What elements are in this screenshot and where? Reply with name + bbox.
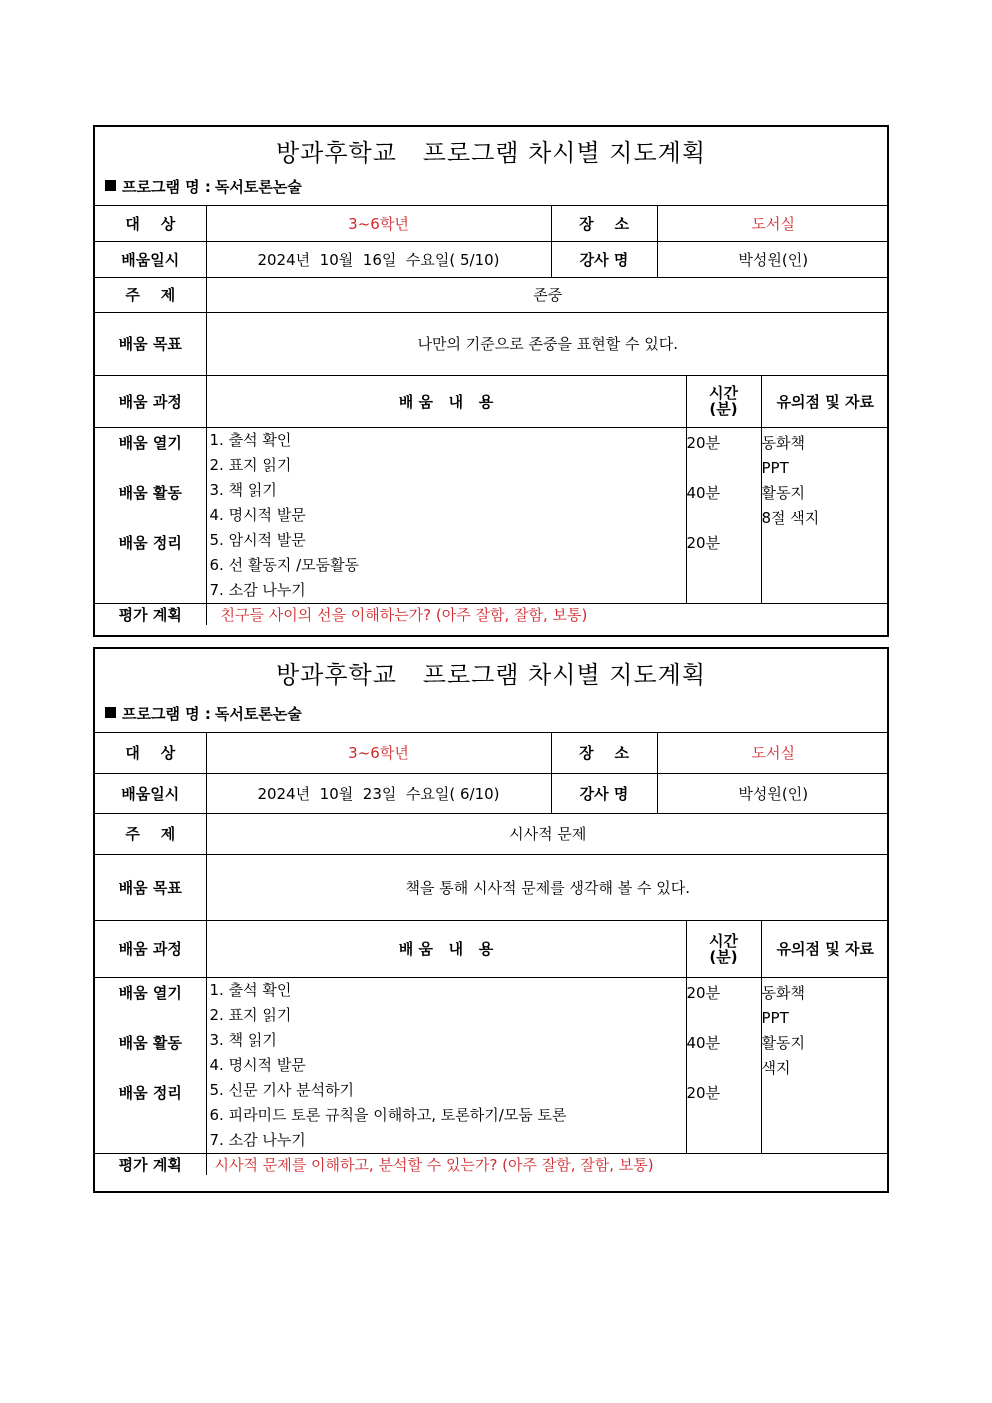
material-item: 동화책: [761, 433, 805, 452]
program-name-value: 독서토론논술: [214, 705, 302, 723]
topic-label: 주 제: [95, 277, 206, 312]
time-item: 20분: [686, 983, 721, 1002]
step-item: 6. 피라미드 토론 규칙을 이해하고, 토론하기/모둠 토론: [209, 1105, 567, 1124]
program-name-label: 프로그램 명 :: [122, 705, 211, 723]
place-value: 도서실: [657, 206, 889, 241]
time-column: [686, 977, 761, 1153]
materials-column: [761, 427, 889, 603]
time-label-line2: (분): [709, 400, 738, 418]
evaluation-value: 시사적 문제를 이해하고, 분석할 수 있는가? (아주 잘함, 잘함, 보통): [206, 1153, 889, 1175]
square-bullet-icon: [105, 707, 116, 718]
material-item: PPT: [761, 458, 789, 477]
content-steps: [206, 977, 686, 1153]
square-bullet-icon: [105, 180, 116, 191]
time-label: [686, 375, 761, 427]
materials-label: 유의점 및 자료: [761, 375, 889, 427]
topic-label: 주 제: [95, 813, 206, 854]
lesson-plan-1: [93, 125, 889, 637]
goal-label: 배움 목표: [95, 312, 206, 375]
step-item: 1. 출석 확인: [209, 430, 292, 449]
content-label: 배 움 내 용: [206, 375, 686, 427]
content-steps: [206, 427, 686, 603]
program-name-value: 독서토론논술: [214, 178, 302, 196]
lesson-plan-2: [93, 647, 889, 1193]
target-label: 대 상: [95, 206, 206, 241]
step-item: 2. 표지 읽기: [209, 455, 292, 474]
place-value: 도서실: [657, 733, 889, 773]
instructor-value: 박성원(인): [657, 773, 889, 813]
process-label: 배움 과정: [95, 375, 206, 427]
plan-header: [95, 127, 887, 206]
stage-item: 배움 활동: [118, 483, 182, 502]
time-item: 20분: [686, 1083, 721, 1102]
time-label-line2: (분): [709, 947, 738, 966]
step-item: 5. 암시적 발문: [209, 530, 306, 549]
time-column: [686, 427, 761, 603]
material-item: 활동지: [761, 1033, 805, 1052]
instructor-label: 강사 명: [551, 773, 657, 813]
time-item: 20분: [686, 533, 721, 552]
time-label-line1: 시간: [709, 384, 738, 402]
stage-column: [95, 427, 206, 603]
stage-item: 배움 정리: [118, 533, 182, 552]
program-name-label: 프로그램 명 :: [122, 178, 211, 196]
material-item: 동화책: [761, 983, 805, 1002]
step-item: 7. 소감 나누기: [209, 580, 306, 599]
target-value: 3~6학년: [206, 206, 551, 241]
place-label: 장 소: [551, 206, 657, 241]
material-item: 활동지: [761, 483, 805, 502]
date-label: 배움일시: [95, 241, 206, 277]
materials-label: 유의점 및 자료: [761, 920, 889, 977]
material-item: 색지: [761, 1058, 791, 1077]
program-name-line: [105, 176, 302, 197]
materials-column: [761, 977, 889, 1153]
plan-table: [95, 733, 889, 1175]
step-item: 7. 소감 나누기: [209, 1130, 306, 1149]
program-name-line: [105, 703, 302, 724]
step-item: 2. 표지 읽기: [209, 1005, 292, 1024]
time-item: 40분: [686, 1033, 721, 1052]
stage-item: 배움 정리: [118, 1083, 182, 1102]
stage-item: 배움 활동: [118, 1033, 182, 1052]
plan-table: [95, 206, 889, 625]
step-item: 4. 명시적 발문: [209, 505, 306, 524]
topic-value: 존중: [206, 277, 889, 312]
date-value: 2024년 10월 16일 수요일( 5/10): [206, 241, 551, 277]
instructor-value: 박성원(인): [657, 241, 889, 277]
evaluation-label: 평가 계획: [95, 1153, 206, 1175]
date-label: 배움일시: [95, 773, 206, 813]
stage-item: 배움 열기: [118, 433, 182, 452]
place-label: 장 소: [551, 733, 657, 773]
stage-item: 배움 열기: [118, 983, 182, 1002]
plan-title: 방과후학교 프로그램 차시별 지도계획: [275, 661, 707, 689]
step-item: 5. 신문 기사 분석하기: [209, 1080, 355, 1099]
content-label: 배 움 내 용: [206, 920, 686, 977]
target-value: 3~6학년: [206, 733, 551, 773]
goal-value: 나만의 기준으로 존중을 표현할 수 있다.: [206, 312, 889, 375]
goal-value: 책을 통해 시사적 문제를 생각해 볼 수 있다.: [206, 854, 889, 920]
time-item: 20분: [686, 433, 721, 452]
instructor-label: 강사 명: [551, 241, 657, 277]
time-label-line1: 시간: [709, 931, 738, 950]
plan-header: [95, 649, 887, 733]
step-item: 3. 책 읽기: [209, 480, 277, 499]
target-label: 대 상: [95, 733, 206, 773]
stage-column: [95, 977, 206, 1153]
material-item: 8절 색지: [761, 508, 820, 527]
step-item: 4. 명시적 발문: [209, 1055, 306, 1074]
topic-value: 시사적 문제: [206, 813, 889, 854]
material-item: PPT: [761, 1008, 789, 1027]
evaluation-value: 친구들 사이의 선을 이해하는가? (아주 잘함, 잘함, 보통): [206, 603, 889, 625]
time-item: 40분: [686, 483, 721, 502]
goal-label: 배움 목표: [95, 854, 206, 920]
step-item: 1. 출석 확인: [209, 980, 292, 999]
time-label: [686, 920, 761, 977]
process-label: 배움 과정: [95, 920, 206, 977]
date-value: 2024년 10월 23일 수요일( 6/10): [206, 773, 551, 813]
step-item: 6. 선 활동지 /모둠활동: [209, 555, 360, 574]
evaluation-label: 평가 계획: [95, 603, 206, 625]
step-item: 3. 책 읽기: [209, 1030, 277, 1049]
plan-title: 방과후학교 프로그램 차시별 지도계획: [275, 139, 707, 167]
